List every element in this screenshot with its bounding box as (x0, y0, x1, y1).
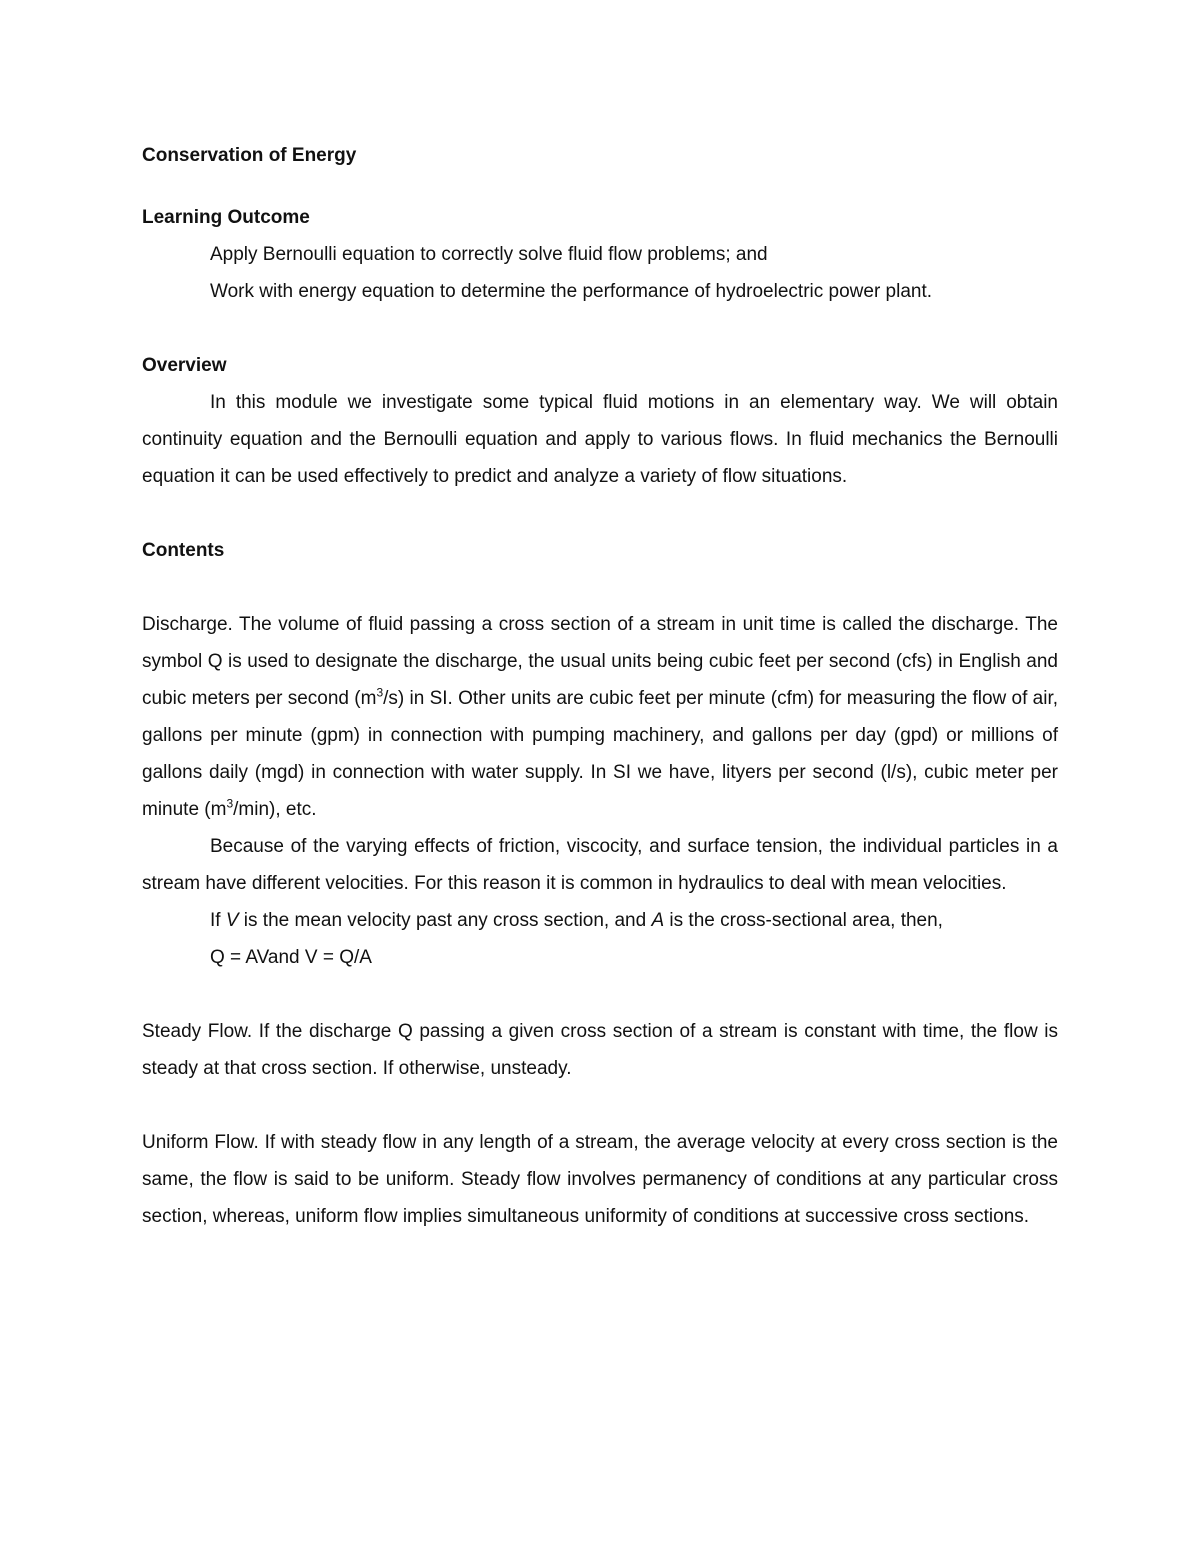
document-title: Conservation of Energy (142, 145, 357, 166)
discharge-formula: Q = AVand V = Q/A (210, 947, 372, 968)
overview-heading: Overview (142, 355, 227, 376)
document-body (142, 137, 1058, 1235)
mean-velocity-text: If (210, 910, 226, 931)
overview-paragraph: In this module we investigate some typical fluid motions in an elementary way. We will obtain continuity equation and the Bernoulli equation and apply to various flows. In fluid mechanics the Bernoulli equation it can be used effectively to predict and analyze a variety of flow situations. (142, 392, 1058, 487)
discharge-text-1: Discharge. The volume of fluid passing a cross section of a stream in unit time is called the discharge. The symbol Q is used to designate the discharge, the usual units being cubic feet per second (cfs) in English and cubic meters per second (m (142, 614, 1058, 709)
uniform-flow-paragraph: Uniform Flow. If with steady flow in any length of a stream, the average velocity at every cross section is the same, the flow is said to be uniform. Steady flow involves permanency of conditions at any particular cross section, whereas, uniform flow implies simultaneous uniformity of conditions at successive cross sections. (142, 1132, 1058, 1227)
discharge-text-3: /min), etc. (233, 799, 317, 820)
mean-velocity-text: is the cross-sectional area, then, (664, 910, 943, 931)
superscript-3: 3 (226, 796, 234, 811)
symbol-a: A (651, 910, 665, 931)
discharge-paragraph (142, 606, 1058, 828)
mean-velocity-line (142, 902, 1058, 939)
steady-flow-paragraph: Steady Flow. If the discharge Q passing a given cross section of a stream is constant with time, the flow is steady at that cross section. If otherwise, unsteady. (142, 1021, 1058, 1079)
contents-heading: Contents (142, 540, 225, 561)
discharge-text-2: /s) in SI. Other units are cubic feet per minute (cfm) for measuring the flow of air, gallons per minute (gpm) in connection with pumping machinery, and gallons per day (gpd) or millions of gallons daily (mgd) in connection with water supply. In SI we have, lityers per second (l/s), cubic meter per minute (m (142, 688, 1058, 820)
mean-velocity-text: is the mean velocity past any cross section, and (238, 910, 652, 931)
velocities-paragraph: Because of the varying effects of friction, viscocity, and surface tension, the individual particles in a stream have different velocities. For this reason it is common in hydraulics to deal with mean velocities. (142, 836, 1058, 894)
superscript-3: 3 (376, 685, 384, 700)
learning-outcome-item: Apply Bernoulli equation to correctly solve fluid flow problems; and (210, 244, 768, 265)
learning-outcome-list (142, 236, 1058, 310)
learning-outcome-item: Work with energy equation to determine the performance of hydroelectric power plant. (210, 281, 933, 302)
symbol-v: V (225, 910, 239, 931)
learning-outcome-heading: Learning Outcome (142, 207, 310, 228)
